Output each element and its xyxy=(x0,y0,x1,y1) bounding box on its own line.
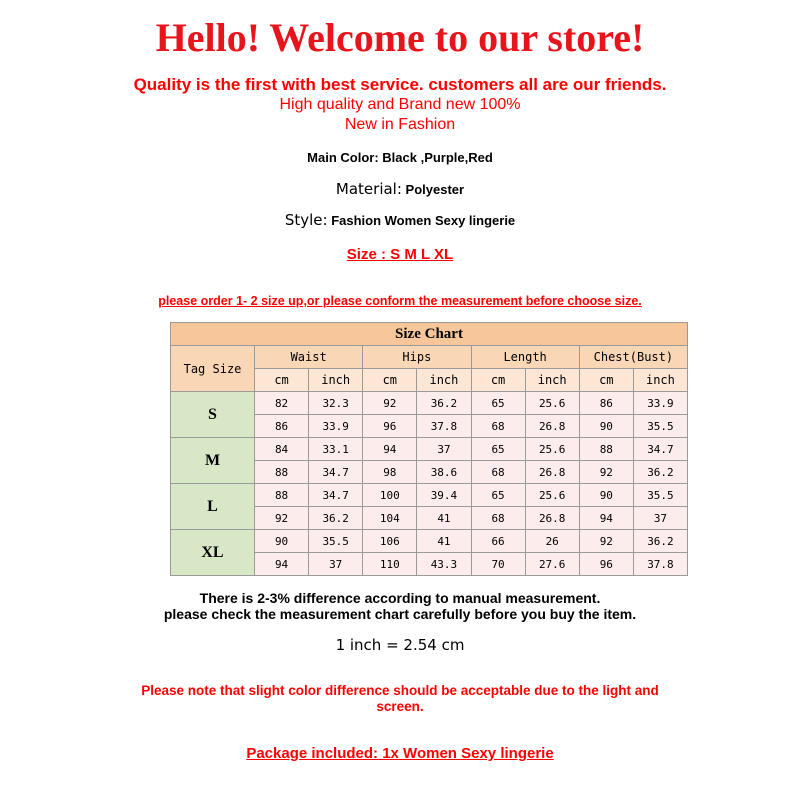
table-row xyxy=(171,530,688,553)
unit-cm: cm xyxy=(471,369,525,392)
table-row xyxy=(171,392,688,415)
table-row xyxy=(171,484,688,507)
measurement-cell: 25.6 xyxy=(525,484,579,507)
measurement-cell: 26.8 xyxy=(525,461,579,484)
difference-note: There is 2-3% difference according to manual measurement. xyxy=(199,590,601,606)
measurement-cell: 36.2 xyxy=(633,461,687,484)
size-chart-body xyxy=(171,392,688,576)
package-line xyxy=(0,745,800,762)
style-label: Style: xyxy=(284,211,328,229)
color-note: Please note that slight color difference should be acceptable due to the light and xyxy=(141,683,659,698)
measurement-cell: 86 xyxy=(255,415,309,438)
measurement-cell: 82 xyxy=(255,392,309,415)
size-label-cell: S xyxy=(171,392,255,438)
measurement-cell: 35.5 xyxy=(633,415,687,438)
check-note: please check the measurement chart carefully before you buy the item. xyxy=(163,606,637,622)
measurement-cell: 37 xyxy=(417,438,471,461)
measurement-cell: 106 xyxy=(363,530,417,553)
measurement-cell: 35.5 xyxy=(309,530,363,553)
measurement-cell: 25.6 xyxy=(525,438,579,461)
measurement-cell: 26 xyxy=(525,530,579,553)
measurement-cell: 27.6 xyxy=(525,553,579,576)
measurement-cell: 92 xyxy=(579,530,633,553)
measurement-cell: 32.3 xyxy=(309,392,363,415)
measurement-cell: 33.9 xyxy=(633,392,687,415)
size-line xyxy=(0,246,800,263)
measurement-cell: 92 xyxy=(255,507,309,530)
size-label-cell: L xyxy=(171,484,255,530)
measurement-cell: 34.7 xyxy=(309,484,363,507)
measurement-cell: 94 xyxy=(255,553,309,576)
tag-size-header: Tag Size xyxy=(171,346,255,392)
style-line xyxy=(0,211,800,229)
measurement-cell: 88 xyxy=(255,484,309,507)
measurement-cell: 41 xyxy=(417,530,471,553)
measurement-cell: 36.2 xyxy=(417,392,471,415)
measurement-cell: 37 xyxy=(309,553,363,576)
table-row xyxy=(171,438,688,461)
measurement-cell: 92 xyxy=(363,392,417,415)
measurement-cell: 36.2 xyxy=(633,530,687,553)
measurement-cell: 36.2 xyxy=(309,507,363,530)
measurement-cell: 68 xyxy=(471,507,525,530)
quality-line: High quality and Brand new 100% xyxy=(279,96,521,113)
package-text: Package included: 1x Women Sexy lingerie xyxy=(246,745,554,762)
size-text: Size : S M L XL xyxy=(346,246,454,263)
measurement-cell: 92 xyxy=(579,461,633,484)
quality-tagline: Quality is the first with best service. customers all are our friends. xyxy=(133,75,667,94)
unit-cm: cm xyxy=(255,369,309,392)
order-note-text: please order 1- 2 size up,or please conform the measurement before choose size. xyxy=(158,294,642,308)
measurement-cell: 68 xyxy=(471,415,525,438)
hips-header: Hips xyxy=(363,346,471,369)
measurement-cell: 90 xyxy=(255,530,309,553)
measurement-cell: 37.8 xyxy=(417,415,471,438)
measurement-cell: 34.7 xyxy=(633,438,687,461)
measurement-cell: 90 xyxy=(579,415,633,438)
main-color-line: Main Color: Black ,Purple,Red xyxy=(307,150,493,165)
measurement-cell: 100 xyxy=(363,484,417,507)
unit-inch: inch xyxy=(417,369,471,392)
measurement-cell: 26.8 xyxy=(525,507,579,530)
measurement-cell: 41 xyxy=(417,507,471,530)
measurement-cell: 94 xyxy=(579,507,633,530)
measurement-cell: 90 xyxy=(579,484,633,507)
conversion-note: 1 inch = 2.54 cm xyxy=(335,636,465,654)
measurement-cell: 37.8 xyxy=(633,553,687,576)
size-label-cell: XL xyxy=(171,530,255,576)
unit-cm: cm xyxy=(363,369,417,392)
measurement-cell: 37 xyxy=(633,507,687,530)
measurement-cell: 70 xyxy=(471,553,525,576)
material-value: Polyester xyxy=(405,182,465,197)
length-header: Length xyxy=(471,346,579,369)
measurement-cell: 88 xyxy=(579,438,633,461)
unit-inch: inch xyxy=(633,369,687,392)
measurement-cell: 68 xyxy=(471,461,525,484)
measurement-cell: 38.6 xyxy=(417,461,471,484)
measurement-cell: 35.5 xyxy=(633,484,687,507)
measurement-cell: 33.9 xyxy=(309,415,363,438)
unit-cm: cm xyxy=(579,369,633,392)
measurement-cell: 96 xyxy=(579,553,633,576)
measurement-cell: 33.1 xyxy=(309,438,363,461)
measurement-cell: 39.4 xyxy=(417,484,471,507)
style-value: Fashion Women Sexy lingerie xyxy=(331,213,516,228)
measurement-cell: 65 xyxy=(471,484,525,507)
measurement-cell: 65 xyxy=(471,438,525,461)
size-label-cell: M xyxy=(171,438,255,484)
measurement-cell: 66 xyxy=(471,530,525,553)
measurement-cell: 34.7 xyxy=(309,461,363,484)
new-fashion-line: New in Fashion xyxy=(344,116,456,133)
chest-header: Chest(Bust) xyxy=(579,346,687,369)
waist-header: Waist xyxy=(255,346,363,369)
measurement-cell: 98 xyxy=(363,461,417,484)
size-chart-table xyxy=(170,322,688,576)
welcome-title: Hello! Welcome to our store! xyxy=(155,15,645,60)
measurement-cell: 104 xyxy=(363,507,417,530)
measurement-cell: 25.6 xyxy=(525,392,579,415)
color-note-continued: screen. xyxy=(376,699,424,714)
measurement-cell: 26.8 xyxy=(525,415,579,438)
measurement-cell: 84 xyxy=(255,438,309,461)
unit-inch: inch xyxy=(525,369,579,392)
measurement-cell: 43.3 xyxy=(417,553,471,576)
measurement-cell: 94 xyxy=(363,438,417,461)
measurement-cell: 110 xyxy=(363,553,417,576)
material-line xyxy=(0,180,800,198)
measurement-cell: 96 xyxy=(363,415,417,438)
unit-inch: inch xyxy=(309,369,363,392)
order-note xyxy=(0,294,800,308)
measurement-cell: 88 xyxy=(255,461,309,484)
measurement-cell: 65 xyxy=(471,392,525,415)
measurement-cell: 86 xyxy=(579,392,633,415)
size-chart-title: Size Chart xyxy=(171,323,688,346)
material-label: Material: xyxy=(335,180,402,198)
